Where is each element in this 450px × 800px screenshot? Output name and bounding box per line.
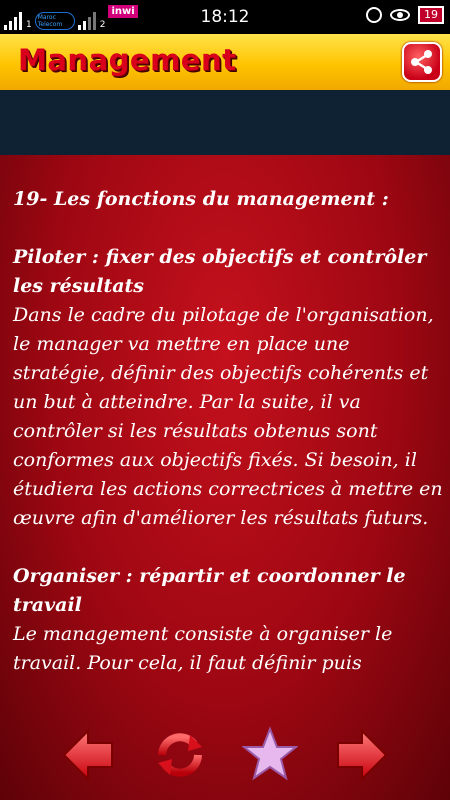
block-body: Le management consiste à organiser le travail. Pour cela, il faut définir puis bbox=[13, 623, 393, 674]
block-heading: Organiser : répartir et coordonner le travail bbox=[13, 565, 406, 616]
share-button[interactable] bbox=[402, 42, 442, 82]
app-header bbox=[0, 34, 450, 90]
carrier1-logo: Maroc Telecom bbox=[35, 12, 75, 30]
sim1-label: 1 bbox=[26, 20, 32, 30]
refresh-button[interactable] bbox=[152, 725, 208, 785]
status-right bbox=[366, 6, 444, 24]
previous-button[interactable] bbox=[60, 725, 116, 785]
battery-level: 19 bbox=[424, 8, 438, 21]
status-bar bbox=[0, 0, 450, 34]
next-button[interactable] bbox=[334, 725, 390, 785]
bottom-nav bbox=[0, 725, 450, 790]
share-icon bbox=[404, 44, 440, 80]
clock: 18:12 bbox=[200, 7, 250, 27]
sim2-label: 2 bbox=[99, 20, 106, 30]
favorite-button[interactable] bbox=[242, 725, 298, 785]
header-band bbox=[0, 90, 450, 155]
alarm-icon bbox=[366, 7, 382, 23]
star-icon bbox=[242, 725, 298, 785]
arrow-right-icon bbox=[334, 725, 390, 785]
arrow-left-icon bbox=[60, 725, 116, 785]
carrier2-logo: inwi bbox=[108, 5, 137, 18]
block-heading: Piloter : fixer des objectifs et contrôler les résultats bbox=[13, 246, 427, 297]
app-title: Management bbox=[18, 43, 237, 77]
battery-icon bbox=[418, 6, 444, 24]
eye-icon bbox=[390, 9, 410, 21]
article-content[interactable] bbox=[0, 155, 450, 800]
refresh-icon bbox=[152, 725, 208, 785]
block-body: Dans le cadre du pilotage de l'organisation, le manager va mettre en place une stratégie, définir des objectifs cohérents et un but à atteindre. Par la suite, il va contrôler si les résultats obtenus sont conformes aux objectifs fixés. Si besoin, il étudiera les actions correctrices à mettre en œuvre afin d'améliorer les résultats futurs. bbox=[13, 304, 443, 529]
article-text bbox=[13, 185, 445, 678]
section-title: 19- Les fonctions du management : bbox=[13, 188, 389, 210]
